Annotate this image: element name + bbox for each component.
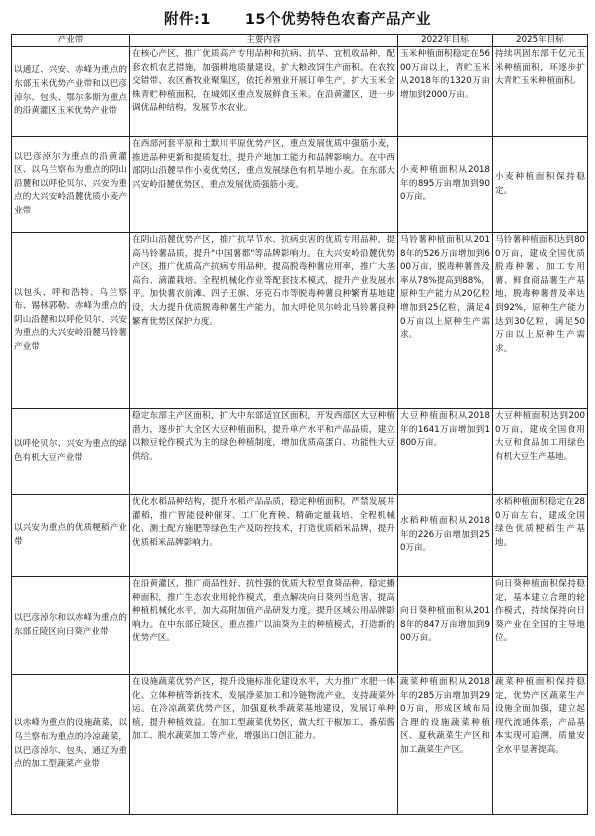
header-content: 主要内容 (130, 35, 398, 47)
table-row (12, 495, 588, 577)
target-2025-cell: 持续巩固东部千亿元玉米种植面积，环逐步扩大青贮玉米种植面积。 (493, 47, 588, 137)
table-row (12, 577, 588, 675)
belt-cell: 以包头、呼和浩特、乌兰察布、锡林郭勒、赤峰为重点的阴山沿麓和以呼伦贝尔、兴安为重点的大兴安岭沿麓马铃薯产业带 (12, 233, 130, 409)
target-2022-cell: 小麦种植面积从2018年的895万亩增加到900万亩。 (398, 137, 493, 233)
content-cell: 在设施蔬菜优势产区，提升设施标准化建设水平，大力推广水肥一体化、立体种植等新技术，发展净菜加工和冷链物流产业，支持蔬菜外运。在冷凉蔬菜优势产区，加强夏秋季蔬菜基地建设，发展订单种植，提升种植效益。在加工型蔬菜优势区，做大红干椒加工、番茄酱加工、脱水蔬菜加工等产业，增强出口创汇能力。 (130, 675, 398, 815)
table-row (12, 47, 588, 137)
target-2025-cell: 向日葵种植面积保持稳定，基本建立合理的轮作模式，持续保持向日葵产业在全国的主导地位。 (493, 577, 588, 675)
target-2025-cell: 水稻种植面积稳定在280万亩左右，建成全国绿色优质粳稻生产基地。 (493, 495, 588, 577)
title-main: 15个优势特色农畜产品产业 (244, 12, 432, 28)
target-2022-cell: 马铃薯种植面积从2018年的526万亩增加到600万亩，脱毒种薯普及率从78%提高到88%，原种生产能力从20亿粒增加到25亿粒，满足40万亩以上原种生产需求。 (398, 233, 493, 409)
target-2022-cell: 蔬菜种植面积从2018年的285万亩增加到290万亩，形成区域布局合理的设施蔬菜种植区、夏秋蔬菜生产区和加工蔬菜生产区。 (398, 675, 493, 815)
target-2022-cell: 玉米种植面积稳定在5600万亩以上，青贮玉米从2018年的1320万亩增加到2000万亩。 (398, 47, 493, 137)
content-cell: 稳定东部主产区面积，扩大中东部适宜区面积，开发西部区大豆种植潜力，逐步扩大全区大豆种植面积，提升单产水平和产品品质，建立以粮豆轮作模式为主的绿色种植制度，增加优质高蛋白、功能性大豆供给。 (130, 409, 398, 495)
content-cell: 在沿黄灌区，推广商品性好、抗性强的优质大粒型食葵品种，稳定播种面积，推广生态农业用轮作模式，重点解决向日葵列当危害，提高种植机械化水平，加大高附加值产品研发力度，提升区域公用品牌影响力。在中东部丘陵区，重点推广以油葵为主的种植模式，打造新的优势产区。 (130, 577, 398, 675)
target-2025-cell: 小麦种植面积保持稳定。 (493, 137, 588, 233)
belt-cell: 以赤峰为重点的设施蔬菜，以乌兰察布为重点的冷凉蔬菜，以巴彦淖尔、包头、通辽为重点的加工型蔬菜产业带 (12, 675, 130, 815)
target-2025-cell: 马铃薯种植面积达到800万亩，建成全国优质脱毒种薯、加工专用薯、鲜食商品薯生产基地，脱毒种薯普及率达到92%，原种生产能力达到30亿粒，满足50万亩以上原种生产需求。 (493, 233, 588, 409)
target-2022-cell: 大豆种植面积从2018年的1641万亩增加到1800万亩。 (398, 409, 493, 495)
content-cell: 在阴山沿麓优势产区，推广抗旱节水、抗病虫害的优质专用品种，提高马铃薯品质，提升"中国薯都"等品牌影响力。在大兴安岭沿麓优势产区，推广优质高产抗病专用品种，提高脱毒种薯应用率，推广大垄高台、滴灌栽培、全程机械化作业等配套技术模式，提升产业发展水平。加快薯农前滩、四子王旗、牙克石市等脱毒种薯良种繁育基地建设，大力提升优质脱毒种薯生产能力，加大呼伦贝尔岭北马铃薯良种繁育优势区保护力度。 (130, 233, 398, 409)
content-cell: 在核心产区，推广优质高产专用品种和抗病、抗旱、宜机收品种，配套农机农艺措施，加强耕地质量建设，扩大粮改饲生产面积。在农牧交错带、农区畜牧业聚集区，依托养殖业开展订单生产，扩大玉米全株青贮种植面积，在城郊区重点发展鲜食玉米。在沿黄灌区，进一步调优品种结构，发展节水农业。 (130, 47, 398, 137)
header-target-2025: 2025年目标 (493, 35, 588, 47)
belt-cell: 以通辽、兴安、赤峰为重点的东部玉米优势产业带和以巴彦淖尔、包头、鄂尔多斯为重点的沿黄灌区玉米优势产业带 (12, 47, 130, 137)
belt-cell: 以巴彦淖尔为重点的沿黄灌区、以乌兰察布为重点的阴山沿麓和以呼伦贝尔、兴安为重点的大兴安岭沿麓优质小麦产业带 (12, 137, 130, 233)
content-cell: 在西部河套平原和土默川平原优势产区，重点发展优质中强筋小麦，推进品种更新和提质复壮，提升产地加工能力和品牌影响力。在中西部阴山沿麓旱作小麦优势区，重点发展绿色有机旱地小麦。在东部大兴安岭沿麓优势区，重点发展优质强筋小麦。 (130, 137, 398, 233)
belt-cell: 以兴安为重点的优质粳稻产业带 (12, 495, 130, 577)
table-row (12, 137, 588, 233)
belt-cell: 以巴彦淖尔和以赤峰为重点的东部丘陵区向日葵产业带 (12, 577, 130, 675)
table-row (12, 675, 588, 815)
table-row (12, 409, 588, 495)
table-row (12, 233, 588, 409)
industry-table (11, 34, 588, 815)
content-cell: 优化水稻品种结构，提升水稻产品品质，稳定种植面积，严禁发展井灌稻，推广智能侵种催芽、工厂化育秧、精确定量栽培、全程机械化、测土配方施肥等绿色生产及防控技术，打造优质稻米品牌，提升优质稻米品牌影响力。 (130, 495, 398, 577)
target-2022-cell: 水稻种植面积从2018年的226万亩增加到250万亩。 (398, 495, 493, 577)
title-prefix: 附件:1 (163, 12, 211, 28)
target-2022-cell: 向日葵种植面积从2018年的847万亩增加到900万亩。 (398, 577, 493, 675)
target-2025-cell: 蔬菜种植面积保持稳定，优势产区蔬菜生产设施全面加强，建立起现代流通体系，产品基本实现可追溯，质量安全水平显著提高。 (493, 675, 588, 815)
target-2025-cell: 大豆种植面积达到2000万亩，建成全国食用大豆和食品加工用绿色有机大豆生产基地。 (493, 409, 588, 495)
header-belt: 产业带 (12, 35, 130, 47)
page-title (0, 8, 595, 28)
belt-cell: 以呼伦贝尔、兴安为重点的绿色有机大豆产业带 (12, 409, 130, 495)
table-header-row (12, 35, 588, 47)
header-target-2022: 2022年目标 (398, 35, 493, 47)
